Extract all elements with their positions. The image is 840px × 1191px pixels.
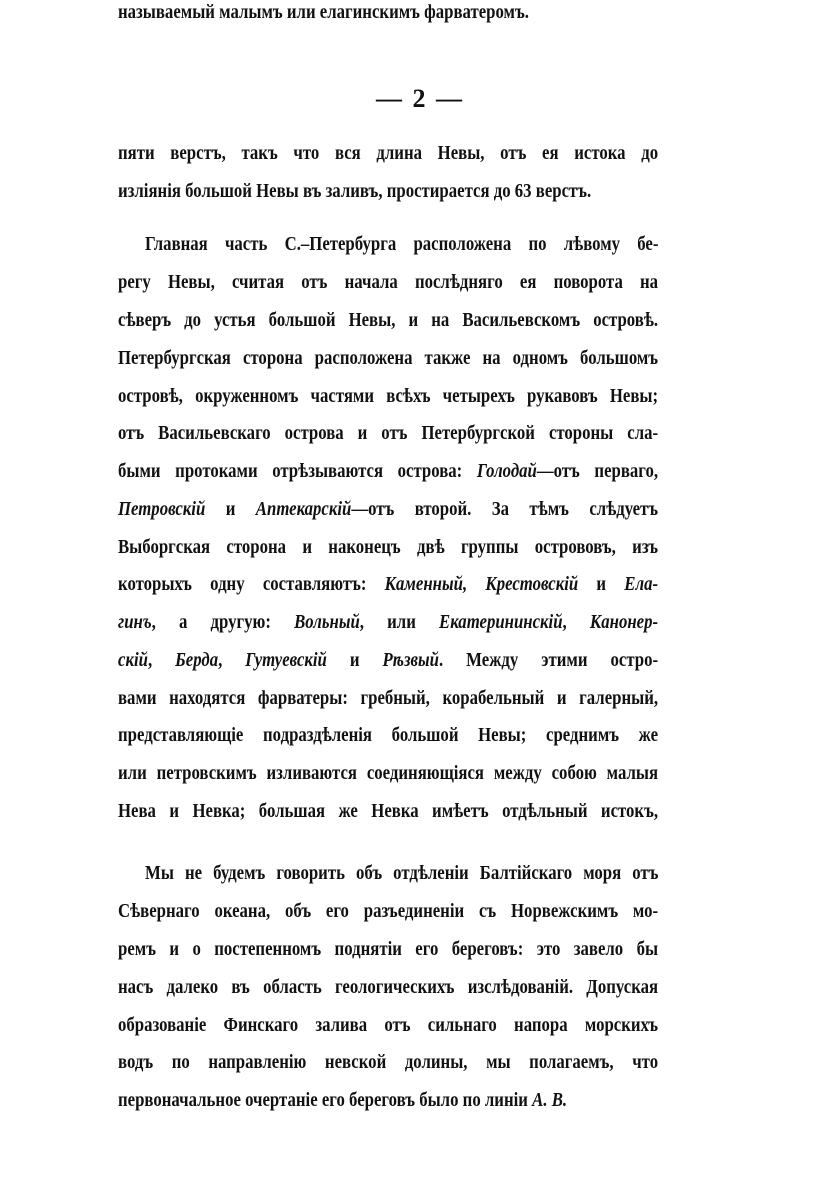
text-line (145, 232, 658, 258)
italic-text: гинъ (118, 612, 152, 633)
italic-text: скій (118, 650, 148, 671)
text-line (118, 975, 658, 1001)
page-number: — 2 — (376, 84, 464, 113)
italic-text: Гутуевскій (245, 650, 327, 671)
text-line (118, 535, 658, 561)
text-run: которыхъ одну составляютъ: (118, 574, 385, 595)
text-line (118, 421, 658, 447)
text-run: водъ по направленію невской долины, мы полагаемъ, что (118, 1052, 659, 1073)
text-run: отъ Васильевскаго острова и отъ Петербургской стороны сла- (118, 423, 659, 444)
text-line (118, 572, 658, 598)
text-run: Главная часть С.–Петербурга расположена по лѣвому бе- (145, 234, 659, 255)
text-line (118, 937, 658, 963)
text-run: , (218, 650, 246, 671)
text-run: . Между этими остро- (438, 650, 659, 671)
text-run: Петербургская сторона расположена также на одномъ большомъ (118, 348, 659, 369)
text-line (118, 1088, 658, 1114)
text-run: Мы не будемъ говорить объ отдѣленіи Балтійскаго моря отъ (145, 863, 659, 884)
italic-text: Берда (175, 650, 219, 671)
text-line (118, 346, 658, 372)
text-run: насъ далеко въ область геологическихъ изслѣдованій. Допуская (118, 977, 659, 998)
text-run: изліянія большой Невы въ заливъ, простирается до 63 верстъ. (118, 181, 592, 202)
italic-text: Каменный, Крестовскій (384, 574, 579, 595)
italic-text: Петровскій (118, 499, 206, 520)
text-run: образованіе Финскаго залива отъ сильнаго напора морскихъ (118, 1015, 659, 1036)
text-run: сѣверъ до устья большой Невы, и на Васильевскомъ островѣ. (118, 310, 659, 331)
text-line (118, 0, 658, 26)
text-line (118, 899, 658, 925)
text-line (118, 799, 658, 825)
text-run: или петровскимъ изливаются соединяющіяся между собою малыя (118, 763, 659, 784)
text-run: регу Невы, считая отъ начала послѣдняго ея поворота на (118, 272, 659, 293)
text-run: Сѣвернаго океана, объ его разъединеніи съ Норвежскимъ мо- (118, 901, 659, 922)
text-line (118, 1050, 658, 1076)
text-run: , или (359, 612, 440, 633)
text-run: , (562, 612, 590, 633)
italic-text: Вольный (294, 612, 360, 633)
text-run: представляющіе подраздѣленія большой Невы; среднимъ же (118, 725, 659, 746)
text-line (118, 497, 658, 523)
text-line (118, 270, 658, 296)
text-run: , а другую: (151, 612, 295, 633)
text-run: первоначальное очертаніе его береговъ было по линіи (118, 1090, 533, 1111)
italic-text: Екатерининскій (439, 612, 563, 633)
text-run: вами находятся фарватеры: гребный, корабельный и галерный, (118, 688, 659, 709)
text-run: —отъ перваго, (536, 461, 659, 482)
text-line (118, 1013, 658, 1039)
text-run: , (147, 650, 176, 671)
text-run: и (578, 574, 625, 595)
text-run: ремъ и о постепенномъ поднятіи его береговъ: это завело бы (118, 939, 659, 960)
text-run: называемый малымъ или елагинскимъ фарватеромъ. (118, 2, 529, 23)
italic-text: Канонер- (589, 612, 659, 633)
text-line (145, 861, 658, 887)
text-run: пяти верстъ, такъ что вся длина Невы, отъ ея истока до (118, 143, 659, 164)
text-run: Выборгская сторона и наконецъ двѣ группы острововъ, изъ (118, 537, 659, 558)
text-run: и (205, 499, 256, 520)
text-run: —отъ второй. За тѣмъ слѣдуетъ (351, 499, 659, 520)
text-line (118, 459, 658, 485)
italic-text: Голодай (476, 461, 537, 482)
text-run: и (326, 650, 383, 671)
italic-text: Рѣзвый (382, 650, 439, 671)
italic-text: A. B. (532, 1090, 568, 1111)
text-line (118, 308, 658, 334)
text-run: Нева и Невка; большая же Невка имѣетъ отдѣльный истокъ, (118, 801, 659, 822)
italic-text: Аптекарскій (255, 499, 352, 520)
text-line (118, 648, 658, 674)
text-line (118, 179, 658, 205)
text-line (118, 761, 658, 787)
text-line (118, 610, 658, 636)
text-line (118, 141, 658, 167)
text-line (118, 723, 658, 749)
text-line (118, 384, 658, 410)
italic-text: Ела- (624, 574, 659, 595)
text-run: быми протоками отрѣзываются острова: (118, 461, 477, 482)
text-run: островѣ, окруженномъ частями всѣхъ четырехъ рукавовъ Невы; (118, 386, 659, 407)
text-line (118, 686, 658, 712)
